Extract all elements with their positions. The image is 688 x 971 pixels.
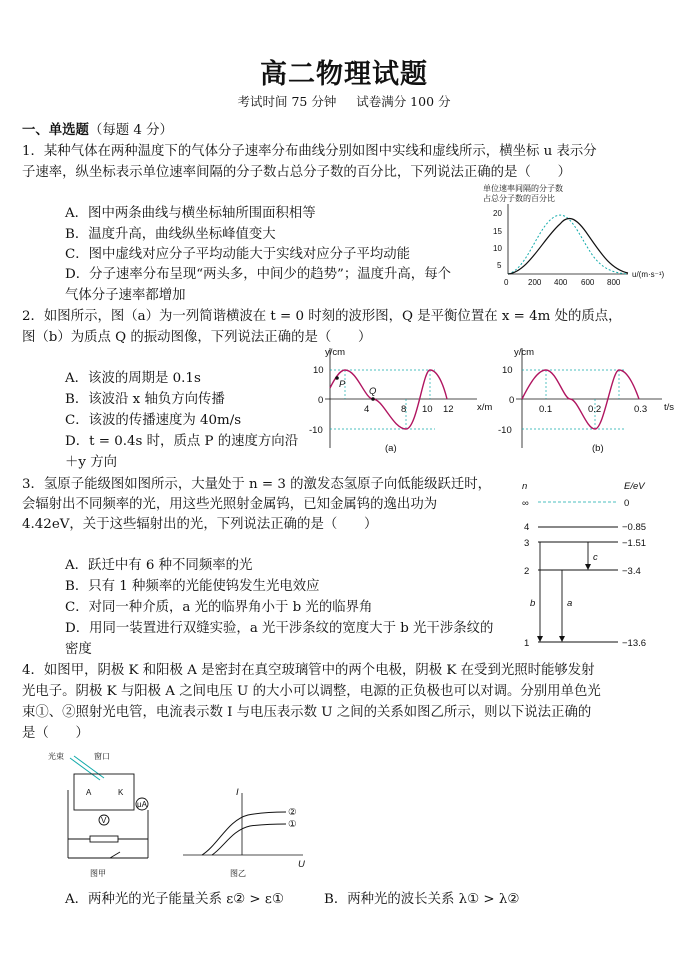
q2b-xlabel: t/s [664, 402, 675, 413]
q3-arrow-label-b: b [530, 598, 536, 609]
q4-window-label: 窗口 [94, 752, 110, 761]
q2b-xtick: 0.1 [539, 404, 553, 415]
q4-curve-2-label: ② [288, 807, 297, 818]
q2b-ytick: -10 [498, 425, 512, 436]
q1-chart-xtick: 200 [528, 278, 542, 287]
q4-curve-1-label: ① [288, 819, 297, 830]
q1-stem-line1: 1．某种气体在两种温度下的气体分子速率分布曲线分别如图中实线和虚线所示，横坐标 u 表示分 [22, 144, 597, 159]
q1-option-c: C．图中虚线对应分子平均动能大于实线对应分子平均动能 [65, 247, 411, 262]
q3-option-d: D．用同一装置进行双缝实验，a 光干涉条纹的宽度大于 b 光干涉条纹的 [65, 621, 494, 636]
section-note: （每题 4 分） [88, 123, 173, 138]
exam-time: 考试时间 75 分钟 [237, 94, 337, 109]
q3-level-e: −3.4 [622, 566, 641, 577]
q1-chart-xtick: 400 [554, 278, 568, 287]
q4-curve-2 [202, 812, 286, 855]
q4-light-label: 光束 [48, 752, 64, 761]
q4-switch [110, 852, 120, 858]
q3-stem-line2: 会辐射出不同频率的光，用这些光照射金属钨，已知金属钨的逸出功为 [22, 497, 438, 512]
q4-curve-1 [212, 824, 286, 855]
q4-ammeter-label: μA [137, 800, 147, 809]
q4-light-ray [70, 758, 100, 780]
q3-option-b: B．只有 1 种频率的光能使钨发生光电效应 [65, 579, 320, 594]
q1-chart-ylabel-2: 占总分子数的百分比 [483, 194, 555, 203]
q1-dashed-curve [508, 215, 628, 274]
q2a-xlabel: x/m [477, 402, 493, 413]
q3-option-a: A．跃迁中有 6 种不同频率的光 [65, 558, 253, 573]
q4-iu-xlabel: U [298, 859, 305, 870]
q1-chart-xtick: 600 [581, 278, 595, 287]
q1-speed-distribution-chart [478, 184, 678, 294]
q3-level-n: 2 [524, 566, 530, 577]
q2a-label-q: Q [369, 386, 377, 397]
q4-cathode-label: K [118, 788, 124, 797]
q1-stem-line2: 子速率，纵坐标表示单位速率间隔的分子数占总分子数的百分比，下列说法正确的是（ ） [22, 165, 572, 180]
q3-level-n: 1 [524, 638, 530, 649]
q3-energy-level-diagram [518, 478, 683, 653]
q4-stem-line2: 光电子。阴极 K 与阳极 A 之间电压 U 的大小可以调整，电源的正负极也可以对调。分别用单色光 [22, 684, 601, 699]
q2a-ylabel: y/cm [325, 347, 346, 358]
q2-option-c: C．该波的传播速度为 40m/s [65, 413, 242, 428]
q2-option-d: D．t = 0.4s 时，质点 P 的速度方向沿 [65, 434, 299, 449]
q2-wave-figure-a [305, 343, 495, 458]
q1-chart-ytick: 5 [497, 261, 502, 270]
q2-option-a: A．该波的周期是 0.1s [65, 371, 201, 386]
q3-option-c: C．对同一种介质，a 光的临界角小于 b 光的临界角 [65, 600, 373, 615]
q1-chart-ytick: 20 [493, 209, 502, 218]
q1-option-b: B．温度升高，曲线纵坐标峰值变大 [65, 227, 276, 242]
q2a-xtick: 12 [443, 404, 454, 415]
q4-stem-line4: 是（ ） [22, 726, 89, 741]
exam-score: 试卷满分 100 分 [356, 94, 451, 109]
q2b-caption: (b) [592, 443, 604, 454]
q3-arrow-label-a: a [567, 598, 573, 609]
q2-stem-line2: 图（b）为质点 Q 的振动图像，下列说法正确的是（ ） [22, 330, 372, 345]
q3-n-label: n [522, 481, 528, 492]
q3-arrowhead [585, 564, 591, 570]
q4-fig-yi-caption: 图乙 [230, 869, 246, 878]
q3-level-e: 0 [624, 498, 630, 509]
q4-option-a: A．两种光的光子能量关系 ε② > ε① [65, 892, 284, 907]
exam-info [0, 92, 688, 110]
q3-e-label: E/eV [624, 481, 645, 492]
q1-chart-ylabel-1: 单位速率间隔的分子数 [483, 184, 563, 193]
q2b-xtick: 0.3 [634, 404, 648, 415]
q2-stem-line1: 2．如图所示，图（a）为一列简谐横波在 t = 0 时刻的波形图，Q 是平衡位置在 x = 4m 处的质点， [22, 309, 622, 324]
q1-option-a: A．图中两条曲线与横坐标轴所围面积相等 [65, 206, 316, 221]
section-heading [22, 121, 173, 140]
q3-option-d-cont: 密度 [65, 642, 92, 657]
q4-stem-line3: 束①、②照射光电管，电流表示数 I 与电压表示数 U 之间的关系如图乙所示，则以下说法正确的 [22, 705, 592, 720]
q2a-label-p: P [339, 379, 346, 390]
q2b-ylabel: y/cm [514, 347, 535, 358]
q2a-ytick: 0 [318, 395, 324, 406]
section-title: 一、单选题 [22, 122, 89, 138]
q3-level-e: −13.6 [622, 638, 647, 649]
q1-chart-ytick: 15 [493, 227, 502, 236]
q2b-vibration-curve [522, 370, 639, 429]
q2b-ytick: 10 [502, 365, 513, 376]
q2-option-b: B．该波沿 x 轴负方向传播 [65, 392, 225, 407]
q4-option-b: B．两种光的波长关系 λ① > λ② [324, 892, 520, 907]
q4-iu-chart [178, 785, 308, 880]
q4-iu-ylabel: I [236, 787, 239, 798]
q2a-xtick: 4 [364, 404, 370, 415]
q3-level-n: 3 [524, 538, 530, 549]
page-title: 高二物理试题 [260, 59, 428, 90]
q2-vibration-figure-b [494, 343, 684, 458]
q3-level-e: −1.51 [622, 538, 647, 549]
q3-stem-line3: 4.42eV，关于这些辐射出的光，下列说法正确的是（ ） [22, 517, 378, 532]
q3-level-n: 4 [524, 522, 530, 533]
q2b-ytick: 0 [509, 395, 515, 406]
q4-tube [74, 774, 134, 810]
q2-option-d-cont: ＋y 方向 [65, 455, 117, 470]
q2a-ytick: 10 [313, 365, 324, 376]
q2a-caption: (a) [385, 443, 397, 454]
q3-arrowhead [537, 636, 543, 642]
q4-voltmeter-label: V [101, 816, 107, 825]
q1-solid-curve [508, 218, 628, 274]
q4-fig-jia-caption: 图甲 [90, 869, 106, 878]
q1-chart-xtick: 0 [504, 278, 509, 287]
q1-option-d-cont: 气体分子速率都增加 [65, 288, 186, 303]
q4-anode-label: A [86, 788, 92, 797]
q3-level-e: −0.85 [622, 522, 647, 533]
q3-arrow-label-c: c [593, 552, 598, 563]
q1-option-d: D．分子速率分布呈现“两头多，中间少的趋势”；温度升高，每个 [65, 267, 451, 282]
q1-chart-xunit: u/(m·s⁻¹) [632, 270, 665, 279]
q3-level-n: ∞ [522, 498, 529, 509]
q2a-point-q [371, 397, 375, 401]
q1-chart-xtick: 800 [607, 278, 621, 287]
q1-chart-ytick: 10 [493, 244, 502, 253]
q3-stem-line1: 3．氢原子能级图如图所示，大量处于 n = 3 的激发态氢原子向低能级跃迁时， [22, 477, 492, 492]
q2a-wave-curve [330, 370, 447, 429]
q2a-xtick: 8 [401, 404, 407, 415]
q2a-ytick: -10 [309, 425, 323, 436]
q4-stem-line1: 4．如图甲，阴极 K 和阳极 A 是密封在真空玻璃管中的两个电极，阴极 K 在受到光照时能够发射 [22, 663, 595, 678]
q4-circuit-figure [48, 750, 158, 880]
q4-rheostat [90, 836, 118, 842]
q2b-xtick: 0.2 [588, 404, 602, 415]
q3-arrowhead [559, 636, 565, 642]
q2a-xtick: 10 [422, 404, 433, 415]
